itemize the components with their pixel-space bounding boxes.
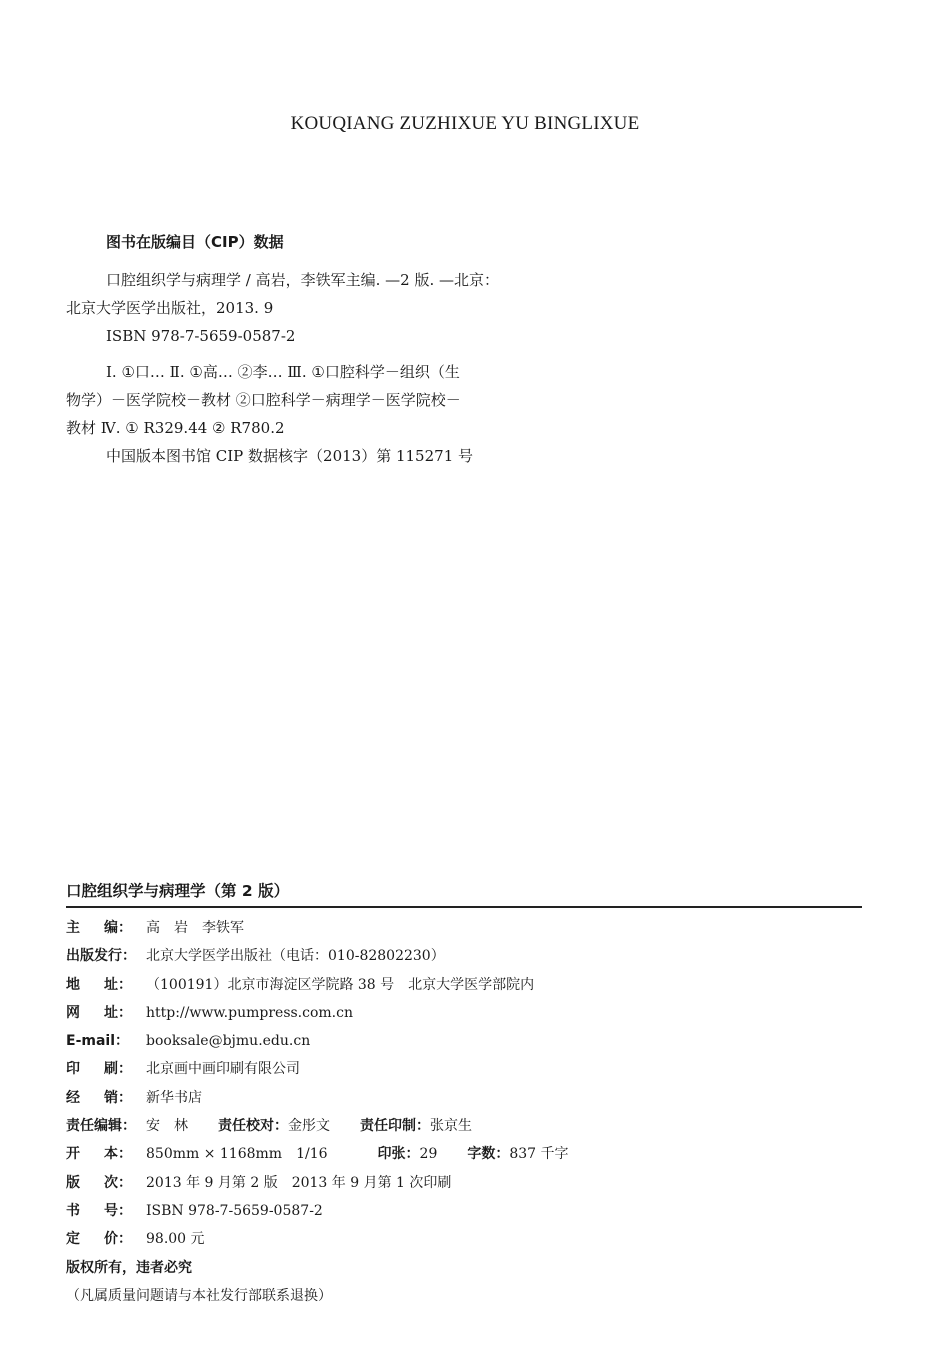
book-title: 口腔组织学与病理学（第 2 版） (66, 882, 290, 900)
cip-subjects (66, 358, 626, 470)
website-value: http://www.pumpress.com.cn (146, 1004, 353, 1021)
cip-heading: 图书在版编目（CIP）数据 (106, 233, 284, 251)
editor-label-a: 主 (66, 920, 80, 936)
publication-info (66, 878, 862, 1310)
sheets-label: 印张： (377, 1146, 420, 1163)
proofreader-label: 责任校对： (218, 1118, 288, 1135)
printer-row (66, 1055, 862, 1083)
distributor-value: 新华书店 (146, 1089, 202, 1106)
address-label-b: 址： (104, 976, 132, 993)
publisher-label: 出版发行： (66, 948, 136, 965)
edition-value: 2013 年 9 月第 2 版 2013 年 9 月第 1 次印刷 (146, 1174, 452, 1191)
cip-subject-line-3: 教材 Ⅳ. ① R329.44 ② R780.2 (66, 419, 285, 437)
print-supervisor-value: 张京生 (430, 1118, 472, 1135)
price-value: 98.00 元 (146, 1231, 205, 1248)
printer-value: 北京画中画印刷有限公司 (146, 1061, 300, 1078)
format-value: 850mm × 1168mm 1/16 (146, 1146, 328, 1163)
cip-entry (66, 266, 626, 350)
rights-statement: 版权所有，违者必究 (66, 1259, 192, 1276)
isbn-row (66, 1197, 862, 1225)
address-value: （100191）北京市海淀区学院路 38 号 北京大学医学部院内 (146, 976, 535, 993)
proofreader-value: 金彤文 (288, 1118, 330, 1135)
website-row (66, 999, 862, 1027)
address-label-a: 地 (66, 976, 80, 993)
cip-subject-line-1: Ⅰ. ①口… Ⅱ. ①高… ②李… Ⅲ. ①口腔科学－组织（生 (106, 363, 460, 381)
title-divider (66, 906, 862, 908)
pinyin-title: KOUQIANG ZUZHIXUE YU BINGLIXUE (290, 113, 640, 134)
distributor-row (66, 1084, 862, 1112)
cip-subject-line-2: 物学）－医学院校－教材 ②口腔科学－病理学－医学院校－ (66, 391, 461, 409)
format-label-a: 开 (66, 1146, 80, 1163)
email-value: booksale@bjmu.edu.cn (146, 1033, 311, 1050)
publisher-value: 北京大学医学出版社（电话：010-82802230） (146, 948, 445, 965)
price-label-a: 定 (66, 1231, 80, 1248)
publisher-row (66, 942, 862, 970)
responsible-editor-label: 责任编辑： (66, 1118, 136, 1135)
responsible-editor-value: 安 林 (146, 1118, 188, 1135)
website-label-a: 网 (66, 1004, 80, 1021)
word-count-label: 字数： (467, 1146, 510, 1163)
edition-label-b: 次： (104, 1174, 132, 1191)
distributor-label-b: 销： (104, 1089, 132, 1106)
isbn-label-b: 号： (104, 1202, 132, 1219)
printer-label-b: 刷： (104, 1061, 132, 1078)
email-label: E-mail： (66, 1033, 130, 1050)
isbn-value: ISBN 978-7-5659-0587-2 (146, 1202, 323, 1219)
address-row (66, 971, 862, 999)
distributor-label-a: 经 (66, 1089, 80, 1106)
return-notice: （凡属质量问题请与本社发行部联系退换） (66, 1287, 332, 1304)
sheets-value: 29 (419, 1146, 438, 1163)
editor-label-b: 编： (104, 920, 132, 936)
cip-record-number: 中国版本图书馆 CIP 数据核字（2013）第 115271 号 (106, 447, 474, 465)
cip-data-block (66, 228, 626, 470)
staff-row (66, 1112, 862, 1140)
cip-entry-line-2: 北京大学医学出版社，2013. 9 (66, 299, 274, 317)
editor-row (66, 914, 862, 942)
word-count-value: 837 千字 (509, 1146, 569, 1163)
format-row (66, 1140, 862, 1168)
price-label-b: 价： (104, 1231, 132, 1248)
isbn-label-a: 书 (66, 1202, 80, 1219)
editor-value: 高 岩 李铁军 (146, 920, 244, 936)
website-label-b: 址： (104, 1004, 132, 1021)
price-row (66, 1225, 862, 1253)
edition-row (66, 1169, 862, 1197)
email-row (66, 1027, 862, 1055)
cip-isbn: ISBN 978-7-5659-0587-2 (106, 327, 296, 345)
print-supervisor-label: 责任印制： (360, 1118, 430, 1135)
printer-label-a: 印 (66, 1061, 80, 1078)
cip-entry-line-1: 口腔组织学与病理学 / 高岩，李铁军主编. —2 版. —北京： (106, 271, 499, 289)
format-label-b: 本： (104, 1146, 132, 1163)
edition-label-a: 版 (66, 1174, 80, 1191)
